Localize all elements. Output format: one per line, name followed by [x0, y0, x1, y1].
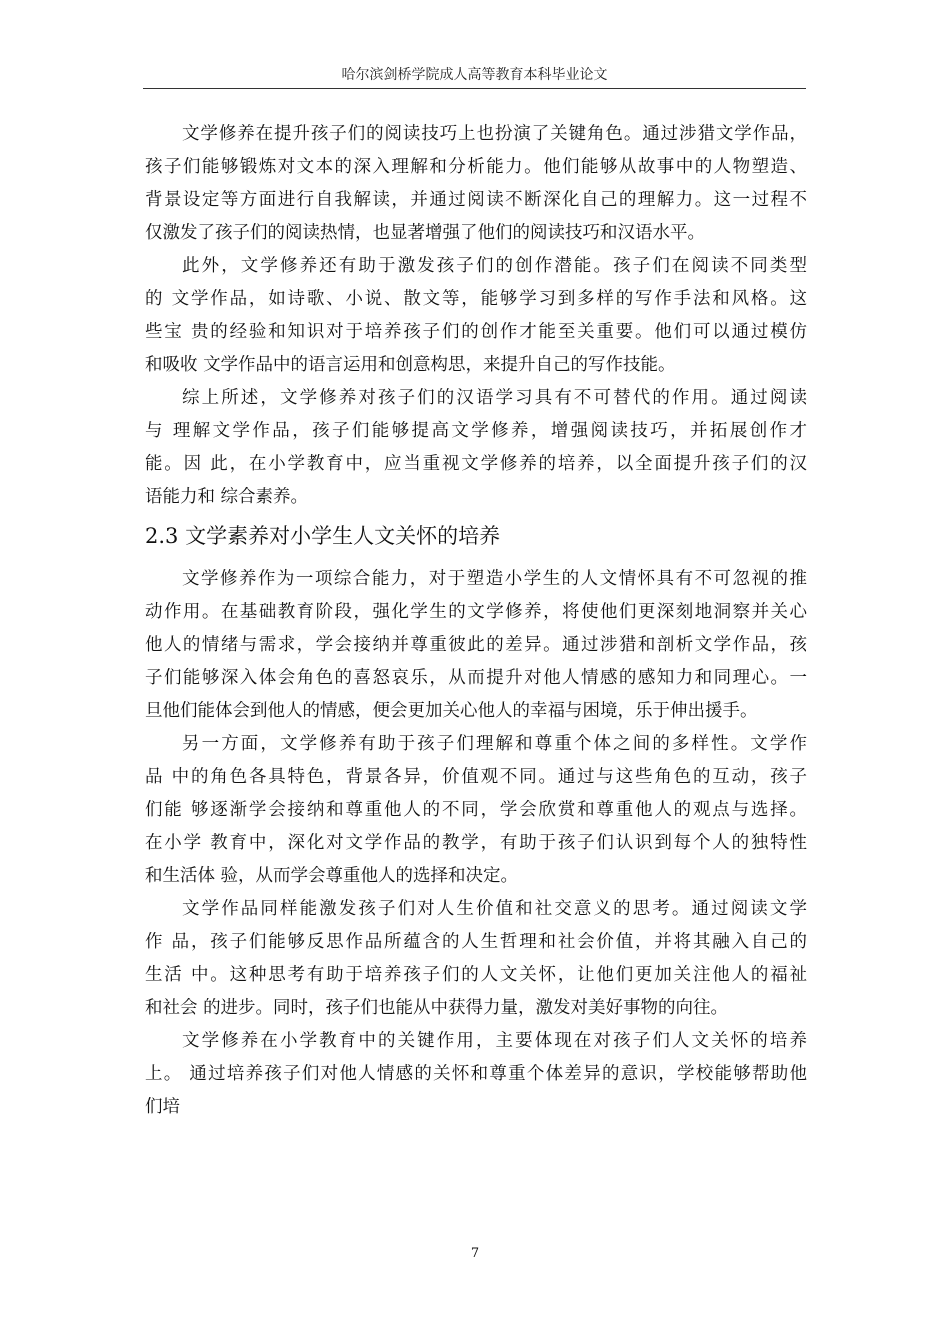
paragraphs-after [145, 563, 807, 1124]
paragraph [145, 1025, 807, 1124]
text-line: 能。因 此，在小学教育中，应当重视文学修养的培养，以全面提升孩子们的汉 [145, 454, 807, 474]
text-line: 仅激发了孩子们的阅读热情，也显著增强了他们的阅读技巧和汉语水平。 [145, 223, 705, 243]
text-line: 文学修养作为一项综合能力，对于塑造小学生的人文情怀具有不可忽视的推 [182, 569, 807, 589]
text-line: 子们能够深入体会角色的喜怒哀乐，从而提升对他人情感的感知力和同理心。一 [145, 668, 807, 688]
text-line: 另一方面，文学修养有助于孩子们理解和尊重个体之间的多样性。文学作 [182, 734, 807, 754]
text-line: 们培 [145, 1097, 180, 1117]
header-rule [143, 88, 806, 89]
text-line: 与 理解文学作品，孩子们能够提高文学修养，增强阅读技巧，并拓展创作才 [145, 421, 807, 441]
text-line: 此外，文学修养还有助于激发孩子们的创作潜能。孩子们在阅读不同类型 [182, 256, 807, 276]
paragraph [145, 728, 807, 893]
document-body [145, 118, 807, 1124]
text-line: 文学作品同样能激发孩子们对人生价值和社交意义的思考。通过阅读文学 [182, 899, 807, 919]
paragraph [145, 118, 807, 250]
paragraph [145, 382, 807, 514]
text-line: 文学修养在提升孩子们的阅读技巧上也扮演了关键角色。通过涉猎文学作品， [182, 124, 807, 144]
text-line: 和吸收 文学作品中的语言运用和创意构思，来提升自己的写作技能。 [145, 355, 676, 375]
text-line: 他人的情绪与需求，学会接纳并尊重彼此的差异。通过涉猎和剖析文学作品，孩 [145, 635, 807, 655]
text-line: 作 品，孩子们能够反思作品所蕴含的人生哲理和社会价值，并将其融入自己的 [145, 932, 807, 952]
text-line: 语能力和 综合素养。 [145, 487, 309, 507]
text-line: 些宝 贵的经验和知识对于培养孩子们的创作才能至关重要。他们可以通过模仿 [145, 322, 807, 342]
text-line: 和生活体 验，从而学会尊重他人的选择和决定。 [145, 866, 519, 886]
running-header: 哈尔滨剑桥学院成人高等教育本科毕业论文 [341, 67, 608, 83]
text-line: 孩子们能够锻炼对文本的深入理解和分析能力。他们能够从故事中的人物塑造、 [145, 157, 807, 177]
text-line: 上。 通过培养孩子们对他人情感的关怀和尊重个体差异的意识，学校能够帮助他 [145, 1064, 807, 1084]
text-line: 的 文学作品，如诗歌、小说、散文等，能够学习到多样的写作手法和风格。这 [145, 289, 807, 309]
text-line: 和社会 的进步。同时，孩子们也能从中获得力量，激发对美好事物的向往。 [145, 998, 729, 1018]
paragraph [145, 250, 807, 382]
text-line: 生活 中。这种思考有助于培养孩子们的人文关怀，让他们更加关注他人的福祉 [145, 965, 807, 985]
text-line: 文学修养在小学教育中的关键作用，主要体现在对孩子们人文关怀的培养 [182, 1031, 807, 1051]
text-line: 们能 够逐渐学会接纳和尊重他人的不同，学会欣赏和尊重他人的观点与选择。 [145, 800, 807, 820]
section-heading: 2.3 文学素养对小学生人文关怀的培养 [145, 524, 501, 548]
text-line: 动作用。在基础教育阶段，强化学生的文学修养，将使他们更深刻地洞察并关心 [145, 602, 807, 622]
text-line: 品 中的角色各具特色，背景各异，价值观不同。通过与这些角色的互动，孩子 [145, 767, 807, 787]
paragraph [145, 893, 807, 1025]
text-line: 在小学 教育中，深化对文学作品的教学，有助于孩子们认识到每个人的独特性 [145, 833, 807, 853]
text-line: 旦他们能体会到他人的情感，便会更加关心他人的幸福与困境，乐于伸出援手。 [145, 701, 758, 721]
text-line: 综上所述，文学修养对孩子们的汉语学习具有不可替代的作用。通过阅读 [182, 388, 807, 408]
paragraph [145, 563, 807, 728]
text-line: 背景设定等方面进行自我解读，并通过阅读不断深化自己的理解力。这一过程不 [145, 190, 807, 210]
paragraphs-before [145, 118, 807, 514]
page-number: 7 [470, 1246, 480, 1261]
